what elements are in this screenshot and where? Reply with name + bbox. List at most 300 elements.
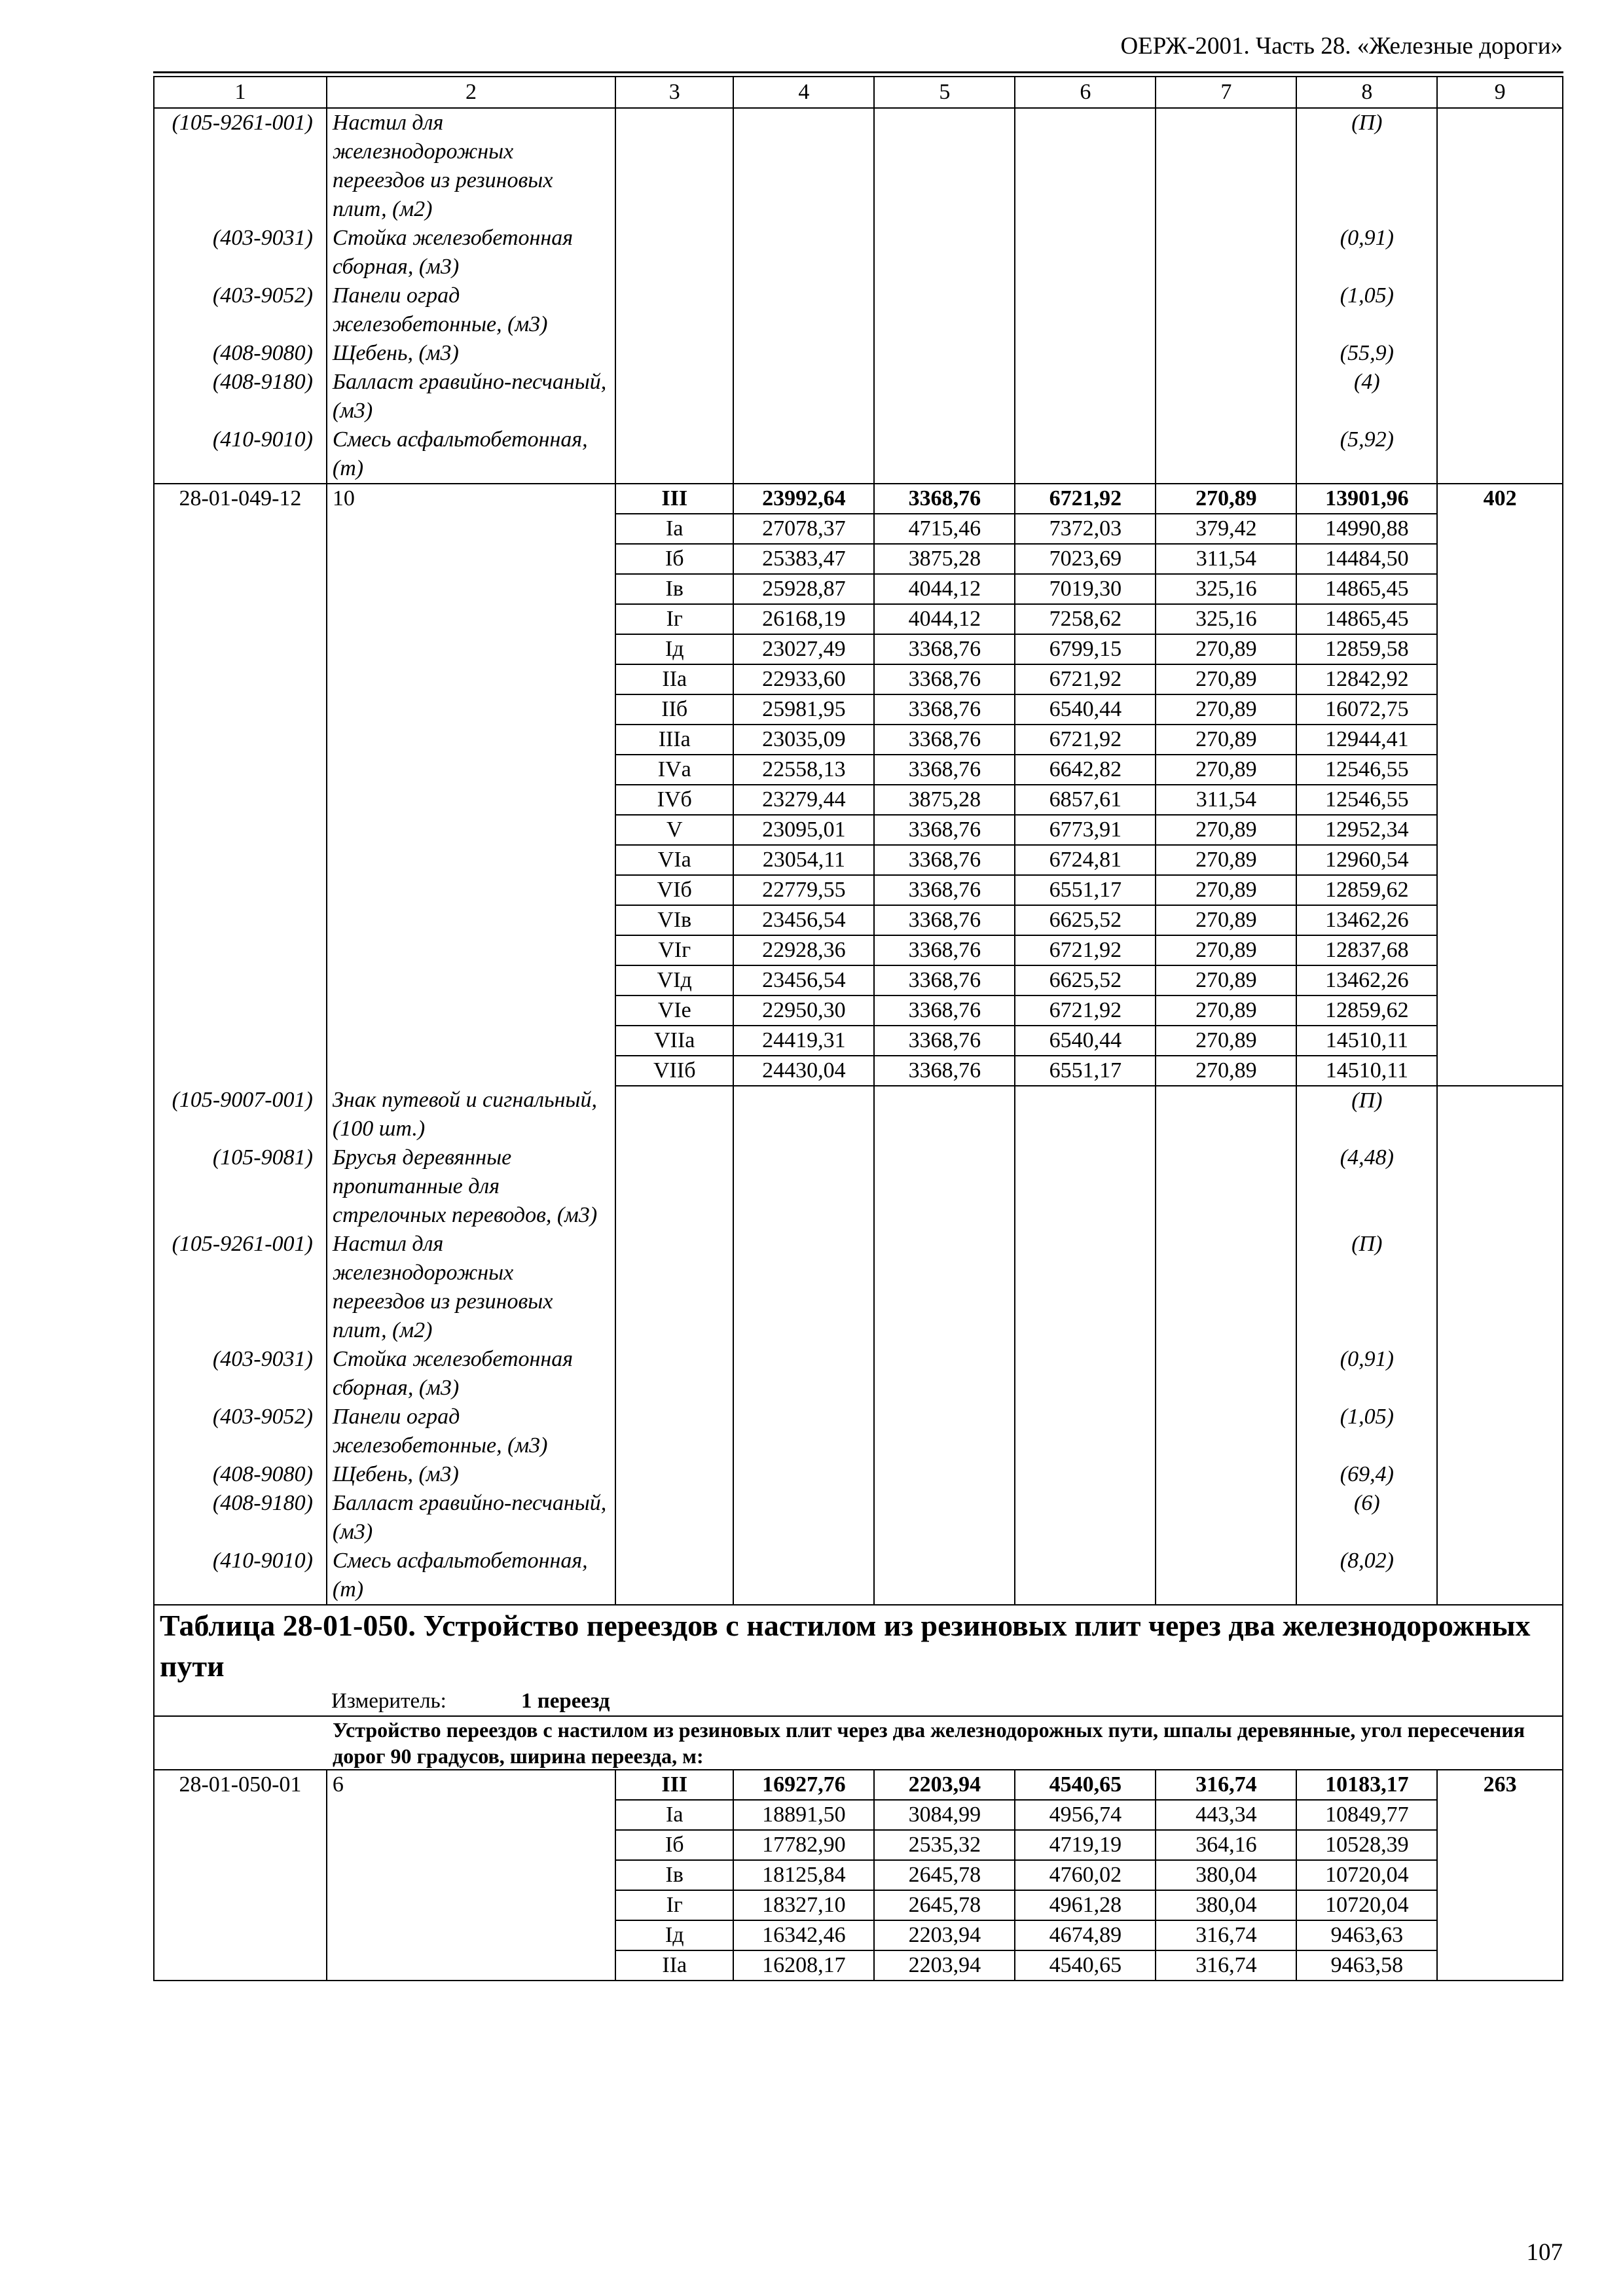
empty-cell xyxy=(733,425,874,484)
empty-cell xyxy=(327,1890,615,1920)
empty-cell xyxy=(733,1345,874,1403)
empty-cell xyxy=(1437,1345,1563,1403)
material-qty: (0,91) xyxy=(1296,1345,1437,1403)
rate-value: 270,89 xyxy=(1156,996,1296,1026)
rate-value: 3368,76 xyxy=(874,755,1015,785)
zone-code: IIа xyxy=(615,664,733,694)
empty-cell xyxy=(327,755,615,785)
empty-cell xyxy=(874,1086,1015,1143)
rate-value: 6773,91 xyxy=(1015,815,1156,845)
empty-cell xyxy=(154,755,327,785)
rate-value: 10528,39 xyxy=(1296,1830,1437,1860)
zone-code: Iд xyxy=(615,634,733,664)
workers-count: 263 xyxy=(1437,1770,1563,1800)
rate-value: 3368,76 xyxy=(874,484,1015,514)
empty-cell xyxy=(874,368,1015,425)
rate-value: 443,34 xyxy=(1156,1800,1296,1830)
empty-cell xyxy=(1437,1830,1563,1860)
material-row xyxy=(154,339,1563,368)
rate-value: 364,16 xyxy=(1156,1830,1296,1860)
rate-value: 270,89 xyxy=(1156,694,1296,725)
empty-cell xyxy=(1437,1890,1563,1920)
rate-value: 3875,28 xyxy=(874,544,1015,574)
material-name: Щебень, (м3) xyxy=(327,1460,615,1489)
empty-cell xyxy=(154,634,327,664)
empty-cell xyxy=(1437,425,1563,484)
rate-value: 6857,61 xyxy=(1015,785,1156,815)
empty-cell xyxy=(154,1800,327,1830)
rate-value: 16342,46 xyxy=(733,1920,874,1950)
rate-value: 3368,76 xyxy=(874,725,1015,755)
zone-code: VIв xyxy=(615,905,733,935)
rate-value: 7372,03 xyxy=(1015,514,1156,544)
empty-cell xyxy=(874,281,1015,339)
rate-row xyxy=(154,1026,1563,1056)
zone-code: VIд xyxy=(615,965,733,996)
rate-value: 23095,01 xyxy=(733,815,874,845)
empty-cell xyxy=(733,108,874,224)
empty-cell xyxy=(1437,634,1563,664)
empty-cell xyxy=(154,875,327,905)
rate-value: 3368,76 xyxy=(874,845,1015,875)
rate-row xyxy=(154,965,1563,996)
empty-cell xyxy=(874,1460,1015,1489)
rate-value: 3368,76 xyxy=(874,1056,1015,1086)
rate-value: 22950,30 xyxy=(733,996,874,1026)
zone-code: Iб xyxy=(615,544,733,574)
rate-value: 18125,84 xyxy=(733,1860,874,1890)
rate-row xyxy=(154,905,1563,935)
material-code: (105-9261-001) xyxy=(154,108,327,224)
empty-cell xyxy=(154,935,327,965)
rate-value: 12944,41 xyxy=(1296,725,1437,755)
empty-cell xyxy=(1437,339,1563,368)
material-name: Знак путевой и сигнальный, (100 шт.) xyxy=(327,1086,615,1143)
empty-cell xyxy=(1437,1460,1563,1489)
rate-value: 4044,12 xyxy=(874,604,1015,634)
material-qty: (6) xyxy=(1296,1489,1437,1547)
rate-value: 3368,76 xyxy=(874,634,1015,664)
column-header: 9 xyxy=(1437,77,1563,108)
zone-code: IIб xyxy=(615,694,733,725)
rates-table xyxy=(153,76,1563,1981)
empty-cell xyxy=(327,1800,615,1830)
rate-value: 17782,90 xyxy=(733,1830,874,1860)
zone-code: III xyxy=(615,1770,733,1800)
empty-cell xyxy=(154,604,327,634)
zone-code: Iв xyxy=(615,1860,733,1890)
rate-value: 4540,65 xyxy=(1015,1770,1156,1800)
empty-cell xyxy=(615,1403,733,1460)
rate-row xyxy=(154,634,1563,664)
empty-cell xyxy=(874,425,1015,484)
material-code: (408-9180) xyxy=(154,368,327,425)
empty-cell xyxy=(733,1547,874,1605)
empty-cell xyxy=(154,1830,327,1860)
material-name: Брусья деревянные пропитанные для стрелочных переводов, (м3) xyxy=(327,1143,615,1230)
rate-row xyxy=(154,1890,1563,1920)
rate-value: 3368,76 xyxy=(874,664,1015,694)
rate-value: 9463,58 xyxy=(1296,1950,1437,1981)
rate-value: 12960,54 xyxy=(1296,845,1437,875)
empty-cell xyxy=(1015,1460,1156,1489)
column-header: 5 xyxy=(874,77,1015,108)
empty-cell xyxy=(1437,815,1563,845)
empty-cell xyxy=(1437,1547,1563,1605)
empty-cell xyxy=(1437,368,1563,425)
rate-row xyxy=(154,1056,1563,1086)
empty-cell xyxy=(327,574,615,604)
empty-cell xyxy=(1437,1143,1563,1230)
empty-cell xyxy=(1156,224,1296,281)
material-name: Стойка железобетонная сборная, (м3) xyxy=(327,224,615,281)
rate-value: 3368,76 xyxy=(874,815,1015,845)
material-name: Настил для железнодорожных переездов из резиновых плит, (м2) xyxy=(327,108,615,224)
rate-row xyxy=(154,694,1563,725)
empty-cell xyxy=(154,1860,327,1890)
material-name: Балласт гравийно-песчаный, (м3) xyxy=(327,368,615,425)
empty-cell xyxy=(1437,694,1563,725)
material-qty: (8,02) xyxy=(1296,1547,1437,1605)
rate-value: 23027,49 xyxy=(733,634,874,664)
rate-value: 4674,89 xyxy=(1015,1920,1156,1950)
empty-cell xyxy=(1156,1230,1296,1345)
empty-cell xyxy=(615,1345,733,1403)
material-code: (410-9010) xyxy=(154,425,327,484)
empty-cell xyxy=(874,1345,1015,1403)
empty-cell xyxy=(154,1890,327,1920)
rate-value: 24419,31 xyxy=(733,1026,874,1056)
rate-value: 4961,28 xyxy=(1015,1890,1156,1920)
zone-code: VIIа xyxy=(615,1026,733,1056)
rate-value: 7023,69 xyxy=(1015,544,1156,574)
rate-value: 25383,47 xyxy=(733,544,874,574)
rate-value: 26168,19 xyxy=(733,604,874,634)
empty-cell xyxy=(327,1056,615,1086)
rate-row xyxy=(154,1950,1563,1981)
rate-value: 3368,76 xyxy=(874,996,1015,1026)
rate-value: 10849,77 xyxy=(1296,1800,1437,1830)
material-code: (408-9080) xyxy=(154,1460,327,1489)
empty-cell xyxy=(1156,1086,1296,1143)
empty-cell xyxy=(1437,1489,1563,1547)
rate-value: 14484,50 xyxy=(1296,544,1437,574)
empty-cell xyxy=(1437,514,1563,544)
rate-param: 10 xyxy=(327,484,615,514)
description-row xyxy=(154,1716,1563,1770)
zone-code: Iд xyxy=(615,1920,733,1950)
empty-cell xyxy=(154,574,327,604)
empty-cell xyxy=(733,1086,874,1143)
empty-cell xyxy=(327,664,615,694)
material-qty: (69,4) xyxy=(1296,1460,1437,1489)
page-number: 107 xyxy=(1526,2239,1563,2266)
empty-cell xyxy=(615,1143,733,1230)
material-code: (105-9081) xyxy=(154,1143,327,1230)
measure-value: 1 переезд xyxy=(521,1689,610,1713)
material-code: (105-9007-001) xyxy=(154,1086,327,1143)
empty-cell xyxy=(615,1460,733,1489)
empty-cell xyxy=(874,1143,1015,1230)
empty-cell xyxy=(327,1950,615,1981)
rate-value: 316,74 xyxy=(1156,1950,1296,1981)
rate-value: 2203,94 xyxy=(874,1950,1015,1981)
rate-value: 10720,04 xyxy=(1296,1890,1437,1920)
empty-cell xyxy=(615,425,733,484)
material-row xyxy=(154,1345,1563,1403)
rate-row xyxy=(154,785,1563,815)
rate-value: 270,89 xyxy=(1156,484,1296,514)
empty-cell xyxy=(733,339,874,368)
empty-cell xyxy=(1437,875,1563,905)
rate-value: 16208,17 xyxy=(733,1950,874,1981)
empty-cell xyxy=(154,694,327,725)
empty-cell xyxy=(327,604,615,634)
empty-cell xyxy=(154,996,327,1026)
rate-value: 23279,44 xyxy=(733,785,874,815)
empty-cell xyxy=(615,1086,733,1143)
rate-value: 4540,65 xyxy=(1015,1950,1156,1981)
material-name: Панели оград железобетонные, (м3) xyxy=(327,281,615,339)
table-section-row xyxy=(154,1605,1563,1716)
empty-cell xyxy=(1015,339,1156,368)
material-code: (403-9031) xyxy=(154,224,327,281)
rate-value: 6721,92 xyxy=(1015,484,1156,514)
rate-value: 6540,44 xyxy=(1015,1026,1156,1056)
empty-cell xyxy=(874,339,1015,368)
zone-code: Iг xyxy=(615,1890,733,1920)
material-code: (408-9180) xyxy=(154,1489,327,1547)
rate-row xyxy=(154,725,1563,755)
empty-cell xyxy=(733,1403,874,1460)
rate-row xyxy=(154,1860,1563,1890)
rate-row xyxy=(154,1770,1563,1800)
material-qty: (5,92) xyxy=(1296,425,1437,484)
rate-value: 12842,92 xyxy=(1296,664,1437,694)
rate-value: 6721,92 xyxy=(1015,935,1156,965)
rate-value: 18891,50 xyxy=(733,1800,874,1830)
material-code: (403-9031) xyxy=(154,1345,327,1403)
zone-code: Iа xyxy=(615,514,733,544)
column-header-row xyxy=(154,77,1563,108)
empty-cell xyxy=(874,1403,1015,1460)
rate-value: 12837,68 xyxy=(1296,935,1437,965)
rate-value: 6724,81 xyxy=(1015,845,1156,875)
material-code: (105-9261-001) xyxy=(154,1230,327,1345)
rate-value: 3368,76 xyxy=(874,905,1015,935)
rate-row xyxy=(154,544,1563,574)
rate-param: 6 xyxy=(327,1770,615,1800)
empty-cell xyxy=(615,1489,733,1547)
material-name: Щебень, (м3) xyxy=(327,339,615,368)
rate-value: 380,04 xyxy=(1156,1890,1296,1920)
rate-value: 6540,44 xyxy=(1015,694,1156,725)
empty-cell xyxy=(327,935,615,965)
empty-cell xyxy=(327,694,615,725)
empty-cell xyxy=(1437,1056,1563,1086)
material-row xyxy=(154,281,1563,339)
empty-cell xyxy=(154,845,327,875)
rate-row xyxy=(154,664,1563,694)
zone-code: Iб xyxy=(615,1830,733,1860)
empty-cell xyxy=(615,1230,733,1345)
material-qty: (0,91) xyxy=(1296,224,1437,281)
rate-value: 22933,60 xyxy=(733,664,874,694)
column-header: 8 xyxy=(1296,77,1437,108)
rate-value: 14865,45 xyxy=(1296,574,1437,604)
rate-value: 316,74 xyxy=(1156,1770,1296,1800)
rate-value: 270,89 xyxy=(1156,815,1296,845)
empty-cell xyxy=(1437,1950,1563,1981)
rate-value: 311,54 xyxy=(1156,785,1296,815)
empty-cell xyxy=(1437,604,1563,634)
rate-value: 16927,76 xyxy=(733,1770,874,1800)
rate-value: 25928,87 xyxy=(733,574,874,604)
rate-value: 9463,63 xyxy=(1296,1920,1437,1950)
material-qty: (4) xyxy=(1296,368,1437,425)
empty-cell xyxy=(1437,281,1563,339)
material-row xyxy=(154,368,1563,425)
rate-row xyxy=(154,604,1563,634)
rate-value: 14510,11 xyxy=(1296,1056,1437,1086)
material-name: Панели оград железобетонные, (м3) xyxy=(327,1403,615,1460)
table-title: Таблица 28-01-050. Устройство переездов с настилом из резиновых плит через два железнодорожных пути xyxy=(160,1609,1531,1683)
rate-row xyxy=(154,1920,1563,1950)
rate-value: 16072,75 xyxy=(1296,694,1437,725)
empty-cell xyxy=(615,224,733,281)
empty-cell xyxy=(1156,1345,1296,1403)
rate-value: 12546,55 xyxy=(1296,755,1437,785)
rate-value: 12859,62 xyxy=(1296,996,1437,1026)
zone-code: IIIа xyxy=(615,725,733,755)
empty-cell xyxy=(1015,1489,1156,1547)
empty-cell xyxy=(154,725,327,755)
empty-cell xyxy=(733,224,874,281)
empty-cell xyxy=(1015,108,1156,224)
empty-cell xyxy=(733,368,874,425)
empty-cell xyxy=(733,1143,874,1230)
empty-cell xyxy=(1015,224,1156,281)
rate-row xyxy=(154,845,1563,875)
empty-cell xyxy=(874,224,1015,281)
rate-value: 270,89 xyxy=(1156,875,1296,905)
rate-value: 23992,64 xyxy=(733,484,874,514)
empty-cell xyxy=(154,514,327,544)
rate-value: 6625,52 xyxy=(1015,905,1156,935)
rate-value: 2203,94 xyxy=(874,1770,1015,1800)
rate-value: 2535,32 xyxy=(874,1830,1015,1860)
empty-cell xyxy=(327,905,615,935)
material-code: (403-9052) xyxy=(154,1403,327,1460)
rate-row xyxy=(154,1800,1563,1830)
rate-value: 10720,04 xyxy=(1296,1860,1437,1890)
empty-cell xyxy=(1437,1230,1563,1345)
empty-cell xyxy=(1437,905,1563,935)
empty-cell xyxy=(154,1026,327,1056)
work-description: Устройство переездов с настилом из резиновых плит через два железнодорожных пути, шпалы деревянные, угол пересечения дорог 90 градусов, ширина переезда, м: xyxy=(333,1718,1525,1768)
zone-code: V xyxy=(615,815,733,845)
empty-cell xyxy=(1156,1460,1296,1489)
empty-cell xyxy=(1437,1920,1563,1950)
workers-count: 402 xyxy=(1437,484,1563,514)
empty-cell xyxy=(327,514,615,544)
rate-value: 6551,17 xyxy=(1015,875,1156,905)
empty-cell xyxy=(1437,664,1563,694)
column-header: 4 xyxy=(733,77,874,108)
empty-cell xyxy=(327,634,615,664)
rate-value: 13462,26 xyxy=(1296,905,1437,935)
empty-cell xyxy=(1015,368,1156,425)
material-row xyxy=(154,1460,1563,1489)
empty-cell xyxy=(327,725,615,755)
zone-code: VIе xyxy=(615,996,733,1026)
column-header: 2 xyxy=(327,77,615,108)
rate-value: 3084,99 xyxy=(874,1800,1015,1830)
material-name: Настил для железнодорожных переездов из резиновых плит, (м2) xyxy=(327,1230,615,1345)
material-name: Смесь асфальтобетонная, (т) xyxy=(327,425,615,484)
zone-code: VIIб xyxy=(615,1056,733,1086)
empty-cell xyxy=(1156,1403,1296,1460)
rate-value: 270,89 xyxy=(1156,725,1296,755)
empty-cell xyxy=(327,815,615,845)
material-name: Балласт гравийно-песчаный, (м3) xyxy=(327,1489,615,1547)
empty-cell xyxy=(154,544,327,574)
material-qty: (55,9) xyxy=(1296,339,1437,368)
rate-value: 6642,82 xyxy=(1015,755,1156,785)
empty-cell xyxy=(1437,574,1563,604)
empty-cell xyxy=(1156,1547,1296,1605)
empty-cell xyxy=(1015,1345,1156,1403)
empty-cell xyxy=(1437,935,1563,965)
zone-code: Iг xyxy=(615,604,733,634)
empty-cell xyxy=(1437,845,1563,875)
running-header: ОЕРЖ-2001. Часть 28. «Железные дороги» xyxy=(1120,33,1563,60)
material-row xyxy=(154,108,1563,224)
rate-row xyxy=(154,514,1563,544)
empty-cell xyxy=(1015,281,1156,339)
rate-value: 2645,78 xyxy=(874,1890,1015,1920)
rate-row xyxy=(154,875,1563,905)
empty-cell xyxy=(154,965,327,996)
rate-value: 23054,11 xyxy=(733,845,874,875)
rate-value: 12859,62 xyxy=(1296,875,1437,905)
rate-value: 3875,28 xyxy=(874,785,1015,815)
empty-cell xyxy=(615,1547,733,1605)
empty-cell xyxy=(1437,965,1563,996)
rate-value: 14865,45 xyxy=(1296,604,1437,634)
rate-value: 270,89 xyxy=(1156,664,1296,694)
rate-value: 22558,13 xyxy=(733,755,874,785)
rate-value: 12859,58 xyxy=(1296,634,1437,664)
rate-row xyxy=(154,484,1563,514)
rate-value: 12952,34 xyxy=(1296,815,1437,845)
rate-row xyxy=(154,755,1563,785)
rate-value: 22928,36 xyxy=(733,935,874,965)
rate-value: 14510,11 xyxy=(1296,1026,1437,1056)
zone-code: IIа xyxy=(615,1950,733,1981)
empty-cell xyxy=(1437,1086,1563,1143)
rate-value: 3368,76 xyxy=(874,965,1015,996)
zone-code: VIг xyxy=(615,935,733,965)
zone-code: VIб xyxy=(615,875,733,905)
empty-cell xyxy=(615,368,733,425)
rate-value: 4715,46 xyxy=(874,514,1015,544)
rate-value: 3368,76 xyxy=(874,694,1015,725)
header-rule xyxy=(153,71,1563,73)
rate-value: 25981,95 xyxy=(733,694,874,725)
material-row xyxy=(154,1143,1563,1230)
rate-value: 316,74 xyxy=(1156,1920,1296,1950)
